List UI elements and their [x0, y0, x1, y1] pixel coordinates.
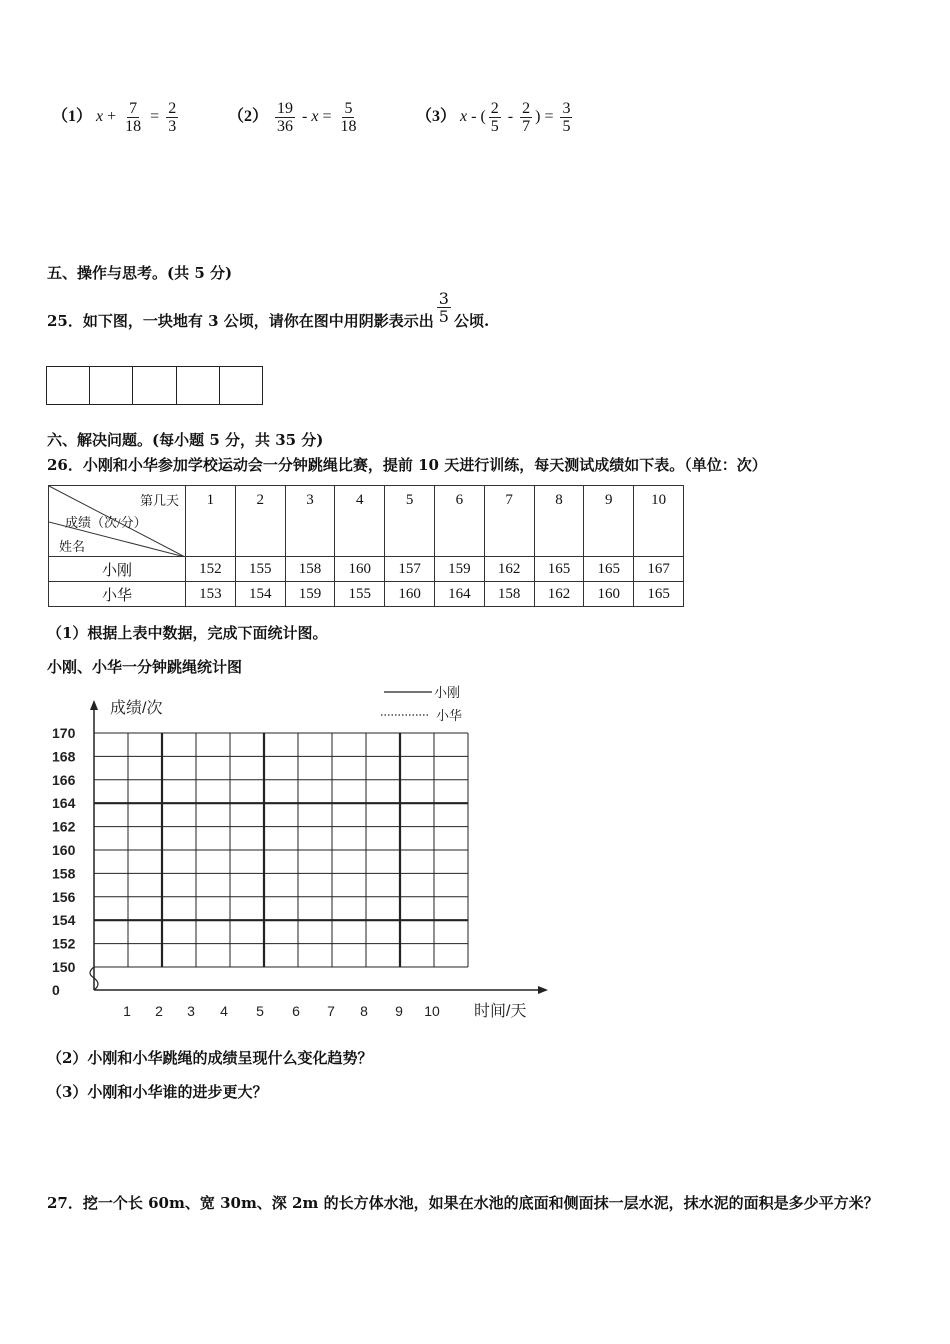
y-tick-label: 160	[52, 842, 76, 858]
y-axis-arrow-icon	[90, 700, 98, 710]
table-cell: 164	[434, 582, 484, 607]
table-row	[49, 582, 684, 607]
y-tick-label: 158	[52, 865, 76, 882]
row-name: 小刚	[49, 557, 186, 582]
y-tick-label: 166	[52, 771, 76, 788]
section-6-title: 六、解决问题。(每小题 5 分，共 35 分)	[47, 431, 324, 449]
table-cell: 153	[186, 582, 236, 607]
legend-label: 小刚	[434, 685, 461, 700]
x-tick-label: 6	[292, 1003, 300, 1019]
x-tick-label: 1	[123, 1003, 131, 1019]
row-name: 小华	[49, 582, 186, 607]
section-5-title: 五、操作与思考。(共 5 分)	[47, 264, 233, 282]
y-tick-label: 154	[52, 912, 76, 929]
y-tick-label: 150	[52, 959, 76, 975]
y-tick-label: 156	[52, 888, 76, 905]
y-tick-label: 168	[52, 748, 76, 765]
table-cell: 162	[534, 582, 584, 607]
table-cell: 160	[584, 582, 634, 607]
equation-1: （1） x + $\frac{7}{18}$ = $\frac{2}{3}$	[52, 100, 177, 135]
day-header: 7	[484, 486, 534, 557]
day-header: 8	[534, 486, 584, 557]
table-cell: 167	[634, 557, 684, 582]
origin-label: 0	[52, 982, 60, 998]
table-cell: 158	[285, 557, 335, 582]
fraction: $\frac{7}{18}$	[125, 100, 142, 135]
table-row	[49, 557, 684, 582]
legend-label: 小华	[436, 708, 463, 723]
fraction: $\frac{2}{3}$	[168, 100, 177, 135]
land-cell[interactable]	[133, 367, 176, 404]
x-axis-label: 时间/天	[474, 1003, 527, 1020]
table-cell: 159	[434, 557, 484, 582]
x-tick-label: 9	[395, 1003, 403, 1019]
x-tick-label: 4	[220, 1003, 228, 1019]
sub-question-3: （3）小刚和小华谁的进步更大？	[47, 1083, 268, 1101]
table-cell: 155	[235, 557, 285, 582]
chart-title: 小刚、小华一分钟跳绳统计图	[47, 658, 243, 676]
x-axis-arrow-icon	[538, 986, 548, 994]
day-header: 5	[385, 486, 435, 557]
question-25: 25．如下图，一块地有 3 公顷，请你在图中用阴影表示出 $\frac{3}{5}$ 公顷.	[47, 289, 490, 330]
day-header: 1	[186, 486, 236, 557]
fraction: $\frac{5}{18}$	[340, 100, 357, 135]
land-cell[interactable]	[177, 367, 220, 404]
fraction: $\frac{2}{7}$	[522, 100, 531, 135]
y-tick-label: 152	[52, 935, 76, 952]
sub-question-1: （1）根据上表中数据，完成下面统计图。	[47, 624, 328, 642]
day-header: 2	[235, 486, 285, 557]
sub-question-2: （2）小刚和小华跳绳的成绩呈现什么变化趋势？	[47, 1049, 373, 1067]
equation-label: （1）	[52, 108, 93, 126]
score-table	[48, 485, 684, 607]
fraction: $\frac{2}{5}$	[490, 100, 499, 135]
table-cell: 160	[335, 557, 385, 582]
line-chart	[46, 682, 566, 1022]
y-tick-label: 170	[52, 725, 76, 741]
x-tick-label: 3	[187, 1003, 195, 1019]
question-27: 27．挖一个长 60m、宽 30m、深 2m 的长方体水池，如果在水池的底面和侧面抹一层水泥，抹水泥的面积是多少平方米？	[47, 1194, 879, 1212]
equation-3: （3） x - ( $\frac{2}{5}$ - $\frac{2}{7}$ ) = $\frac{3}{5}$	[416, 100, 571, 135]
land-rectangle	[46, 366, 263, 405]
equation-2: （2） $\frac{19}{36}$ - x = $\frac{5}{18}$	[228, 100, 357, 135]
x-tick-label: 7	[327, 1003, 335, 1019]
table-cell: 152	[186, 557, 236, 582]
day-header: 9	[584, 486, 634, 557]
x-tick-label: 10	[424, 1003, 440, 1019]
table-cell: 165	[534, 557, 584, 582]
day-header: 6	[434, 486, 484, 557]
y-tick-label: 164	[52, 795, 76, 812]
land-cell[interactable]	[47, 367, 90, 404]
y-axis-label: 成绩/次	[110, 700, 163, 717]
equation-label: （3）	[416, 108, 457, 126]
land-cell[interactable]	[90, 367, 133, 404]
fraction-3-5: $\frac{3}{5}$	[438, 289, 449, 326]
table-cell: 162	[484, 557, 534, 582]
table-cell: 157	[385, 557, 435, 582]
header-name: 姓名	[59, 539, 86, 554]
day-header: 10	[634, 486, 684, 557]
header-score: 成绩（次/分）	[65, 515, 147, 530]
day-header: 3	[285, 486, 335, 557]
table-cell: 165	[584, 557, 634, 582]
land-cell[interactable]	[220, 367, 262, 404]
question-26: 26．小刚和小华参加学校运动会一分钟跳绳比赛，提前 10 天进行训练，每天测试成绩如下表。（单位：次）	[47, 456, 767, 474]
equation-label: （2）	[228, 108, 269, 126]
table-cell: 155	[335, 582, 385, 607]
x-tick-label: 2	[155, 1003, 163, 1019]
table-cell: 154	[235, 582, 285, 607]
table-header-diagonal	[49, 486, 186, 557]
table-cell: 159	[285, 582, 335, 607]
day-header: 4	[335, 486, 385, 557]
y-tick-label: 162	[52, 818, 76, 835]
fraction: $\frac{3}{5}$	[562, 100, 571, 135]
x-tick-label: 5	[256, 1003, 264, 1019]
header-day: 第几天	[139, 493, 179, 508]
table-cell: 160	[385, 582, 435, 607]
x-tick-label: 8	[360, 1003, 368, 1019]
fraction: $\frac{19}{36}$	[277, 100, 294, 135]
table-cell: 158	[484, 582, 534, 607]
table-cell: 165	[634, 582, 684, 607]
